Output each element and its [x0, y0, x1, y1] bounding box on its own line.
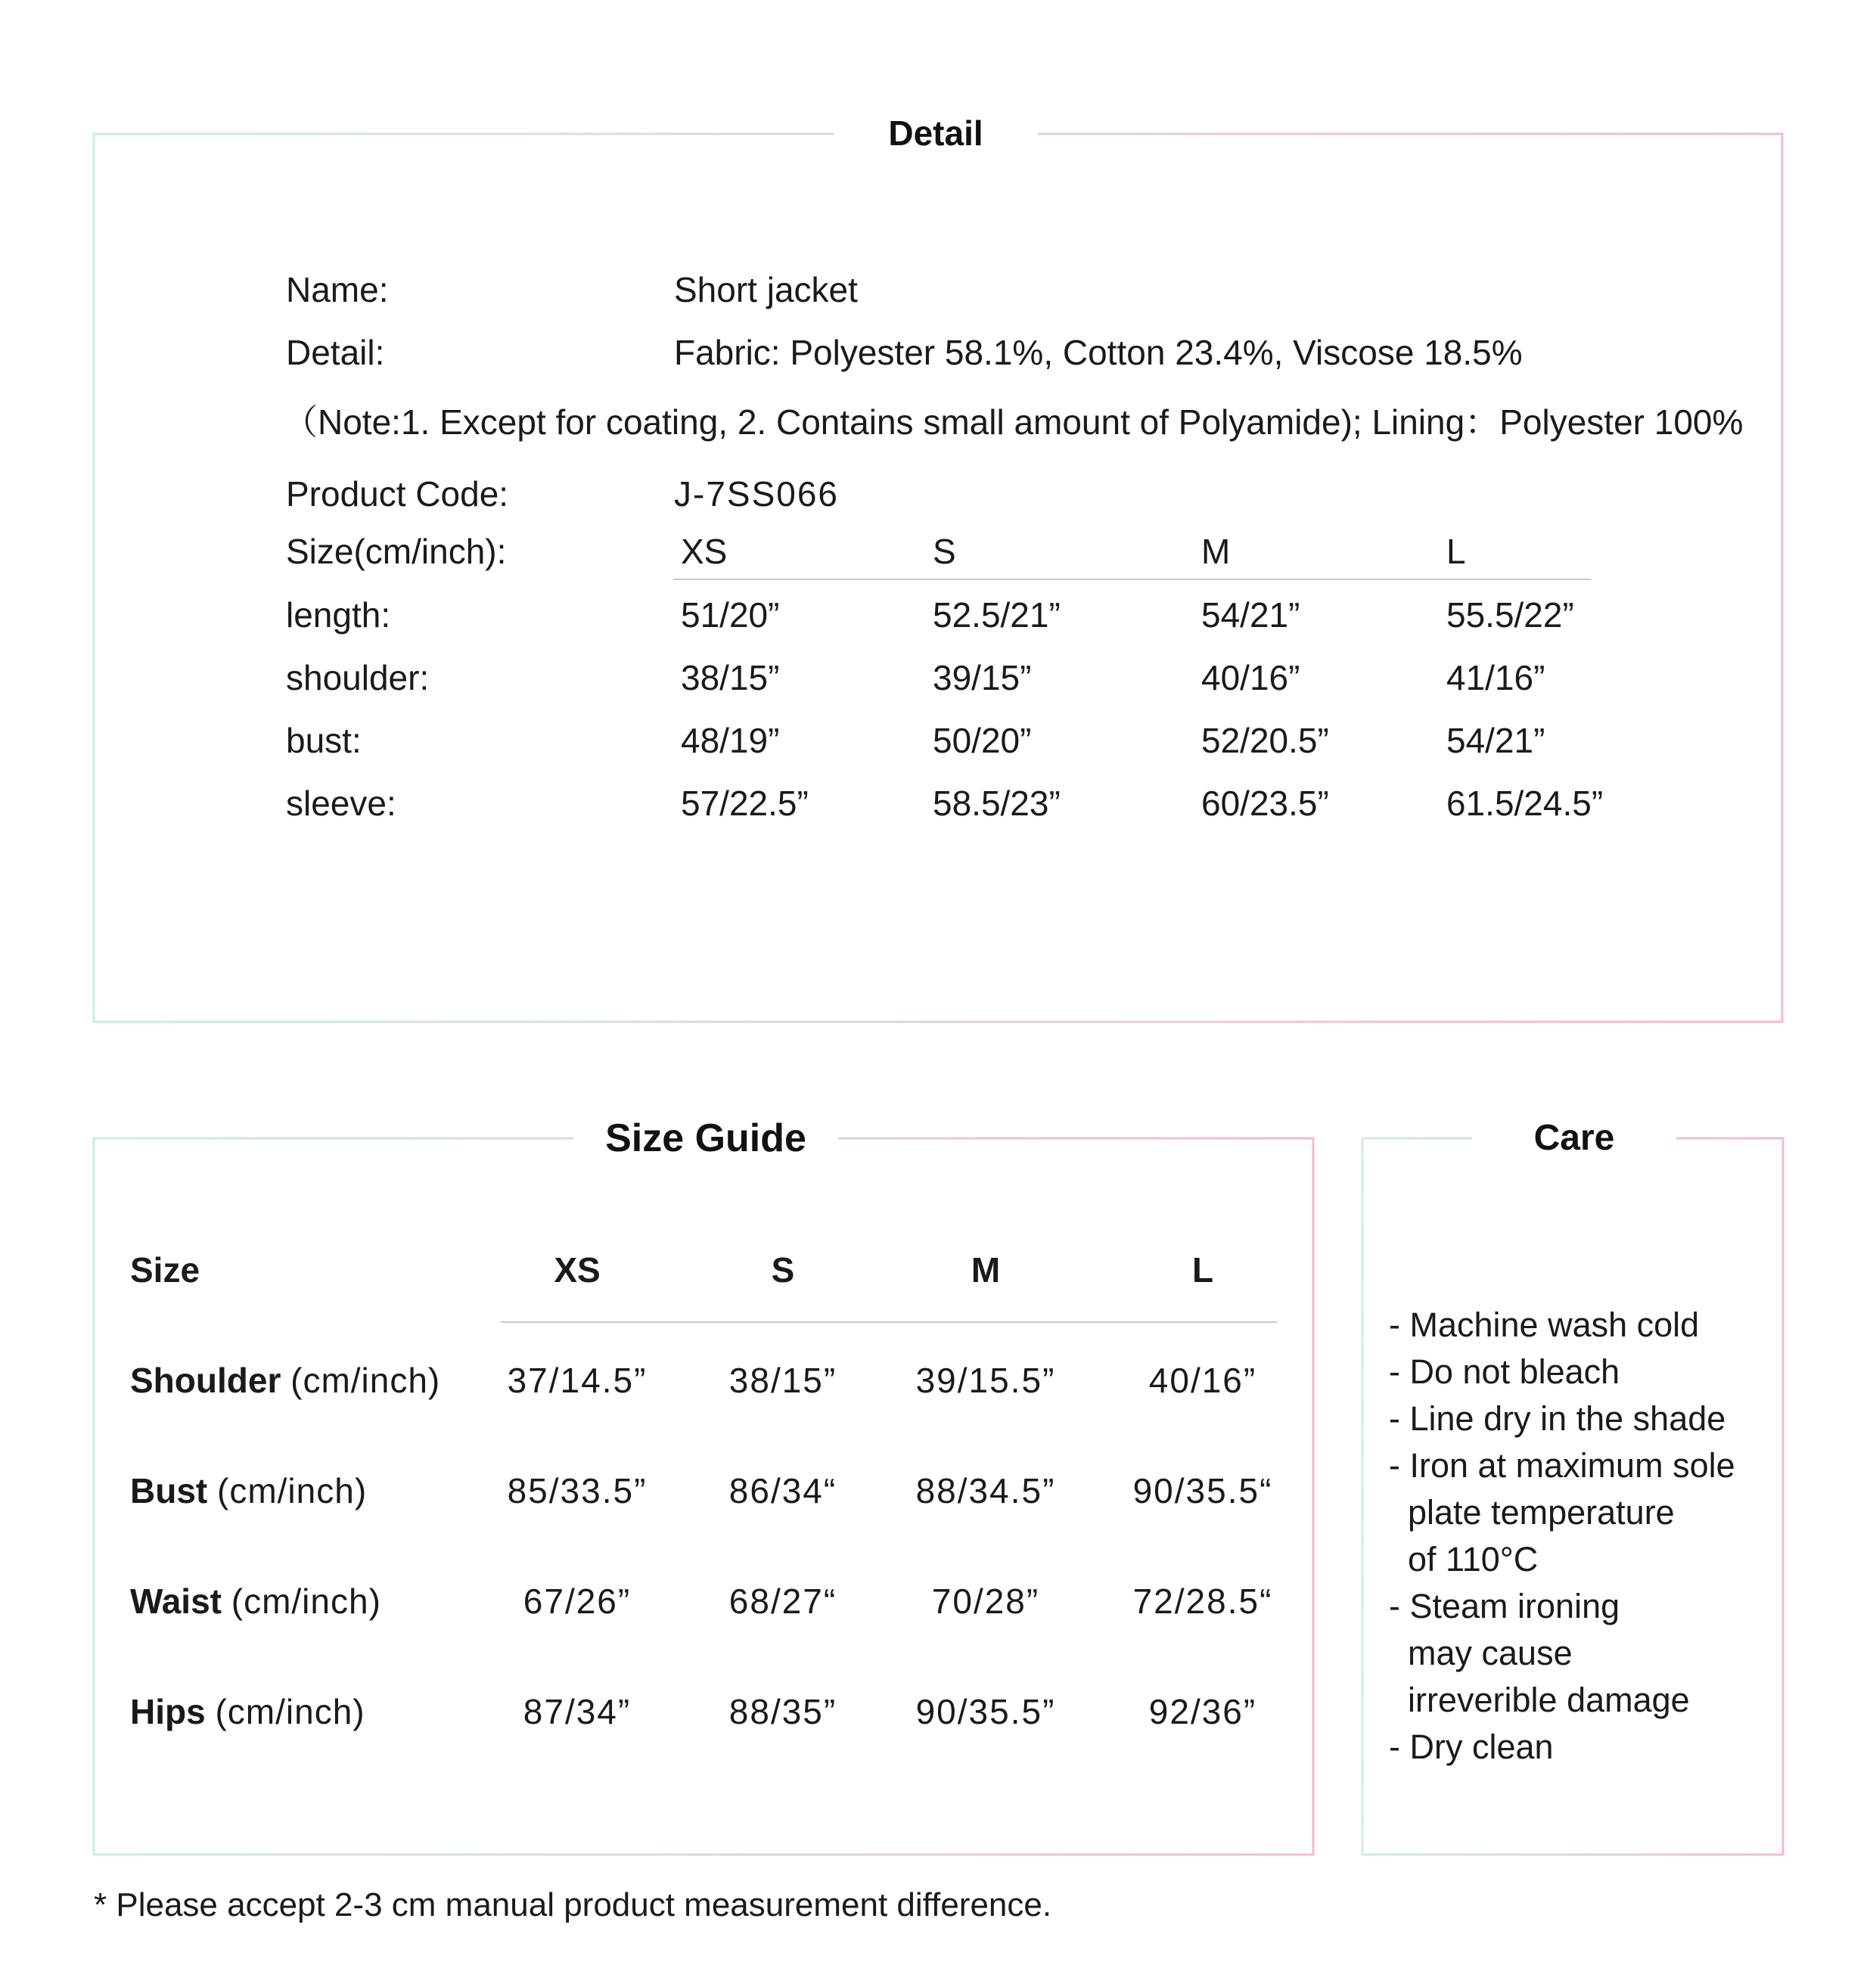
detail-size-l: L — [1446, 532, 1466, 571]
sg-cell: 68/27“ — [728, 1582, 837, 1621]
sg-cell: 37/14.5” — [507, 1361, 648, 1400]
size-label: Size(cm/inch): — [286, 532, 507, 571]
sg-row-name: Shoulder — [130, 1361, 281, 1400]
care-line: may cause — [1389, 1634, 1573, 1672]
sg-row-label — [130, 1360, 440, 1401]
sg-size-xs: XS — [554, 1250, 601, 1290]
detail-size-m: M — [1201, 532, 1231, 571]
name-label: Name: — [286, 270, 389, 309]
product-code-value: J-7SS066 — [674, 474, 840, 514]
sg-cell: 87/34” — [523, 1692, 632, 1731]
care-line: - Dry clean — [1389, 1728, 1554, 1766]
sg-cell: 67/26” — [523, 1582, 632, 1621]
detail-cell: 54/21” — [1446, 721, 1545, 760]
sg-cell: 72/28.5“ — [1132, 1582, 1273, 1621]
sg-cell: 88/35” — [728, 1692, 837, 1731]
care-title: Care — [1472, 1112, 1676, 1165]
sg-cell: 85/33.5” — [507, 1471, 648, 1510]
detail-cell: 54/21” — [1201, 595, 1300, 635]
detail-value: Fabric: Polyester 58.1%, Cotton 23.4%, Viscose 18.5% — [674, 333, 1523, 372]
care-line: of 110°C — [1389, 1540, 1539, 1579]
detail-cell: 61.5/24.5” — [1446, 784, 1604, 823]
detail-label: Detail: — [286, 333, 385, 372]
sg-row-name: Waist — [130, 1582, 222, 1621]
detail-title: Detail — [834, 110, 1038, 156]
detail-cell: 55.5/22” — [1446, 595, 1574, 635]
sg-row-label — [130, 1691, 365, 1732]
sg-row-unit: (cm/inch) — [290, 1361, 441, 1400]
sg-size-s: S — [771, 1250, 795, 1290]
care-line: plate temperature — [1389, 1493, 1675, 1532]
care-line: - Machine wash cold — [1389, 1305, 1700, 1344]
care-line: - Iron at maximum sole — [1389, 1446, 1735, 1485]
care-line: - Steam ironing — [1389, 1587, 1620, 1625]
detail-cell: 50/20” — [933, 721, 1032, 760]
sg-size-m: M — [971, 1250, 1001, 1290]
sg-row-unit: (cm/inch) — [215, 1692, 365, 1731]
sg-row-unit: (cm/inch) — [217, 1471, 368, 1510]
sg-row-name: Hips — [130, 1692, 206, 1731]
detail-cell: 51/20” — [681, 595, 780, 635]
detail-cell: 58.5/23” — [933, 784, 1061, 823]
detail-cell: 38/15” — [681, 658, 780, 697]
detail-cell: 41/16” — [1446, 658, 1545, 697]
detail-cell: 52/20.5” — [1201, 721, 1329, 760]
sg-cell: 38/15” — [728, 1361, 837, 1400]
measurement-footnote: * Please accept 2-3 cm manual product measurement difference. — [94, 1886, 1052, 1923]
sg-cell: 39/15.5” — [915, 1361, 1056, 1400]
detail-cell: 48/19” — [681, 721, 780, 760]
size-guide-header: Size — [130, 1250, 200, 1290]
detail-cell: 60/23.5” — [1201, 784, 1329, 823]
sg-cell: 88/34.5” — [915, 1471, 1056, 1510]
sg-cell: 90/35.5“ — [1132, 1471, 1273, 1510]
sg-row-label — [130, 1470, 367, 1511]
care-line: - Line dry in the shade — [1389, 1399, 1726, 1438]
sg-row-name: Bust — [130, 1471, 208, 1510]
sg-cell: 86/34“ — [728, 1471, 837, 1510]
detail-cell: 57/22.5” — [681, 784, 809, 823]
sg-cell: 92/36” — [1148, 1692, 1257, 1731]
detail-cell: 40/16” — [1201, 658, 1300, 697]
care-line: - Do not bleach — [1389, 1352, 1620, 1391]
detail-cell: 52.5/21” — [933, 595, 1061, 635]
name-value: Short jacket — [674, 270, 858, 309]
detail-row-label: bust: — [286, 721, 362, 760]
detail-row-label: length: — [286, 595, 391, 635]
size-guide-title: Size Guide — [573, 1112, 838, 1165]
sg-row-unit: (cm/inch) — [231, 1582, 381, 1621]
sg-cell: 70/28” — [931, 1582, 1040, 1621]
product-code-label: Product Code: — [286, 474, 509, 514]
detail-row-label: shoulder: — [286, 658, 430, 697]
fabric-note: （Note:1. Except for coating, 2. Contains small amount of Polyamide); Lining：Polyester 100% — [283, 402, 1744, 442]
detail-size-s: S — [933, 532, 956, 571]
sg-cell: 40/16” — [1148, 1361, 1257, 1400]
detail-row-label: sleeve: — [286, 784, 396, 823]
detail-cell: 39/15” — [933, 658, 1032, 697]
detail-size-xs: XS — [681, 532, 728, 571]
care-line: irreverible damage — [1389, 1681, 1690, 1719]
sg-size-l: L — [1191, 1250, 1214, 1290]
sg-cell: 90/35.5” — [915, 1692, 1056, 1731]
sg-row-label — [130, 1581, 381, 1622]
